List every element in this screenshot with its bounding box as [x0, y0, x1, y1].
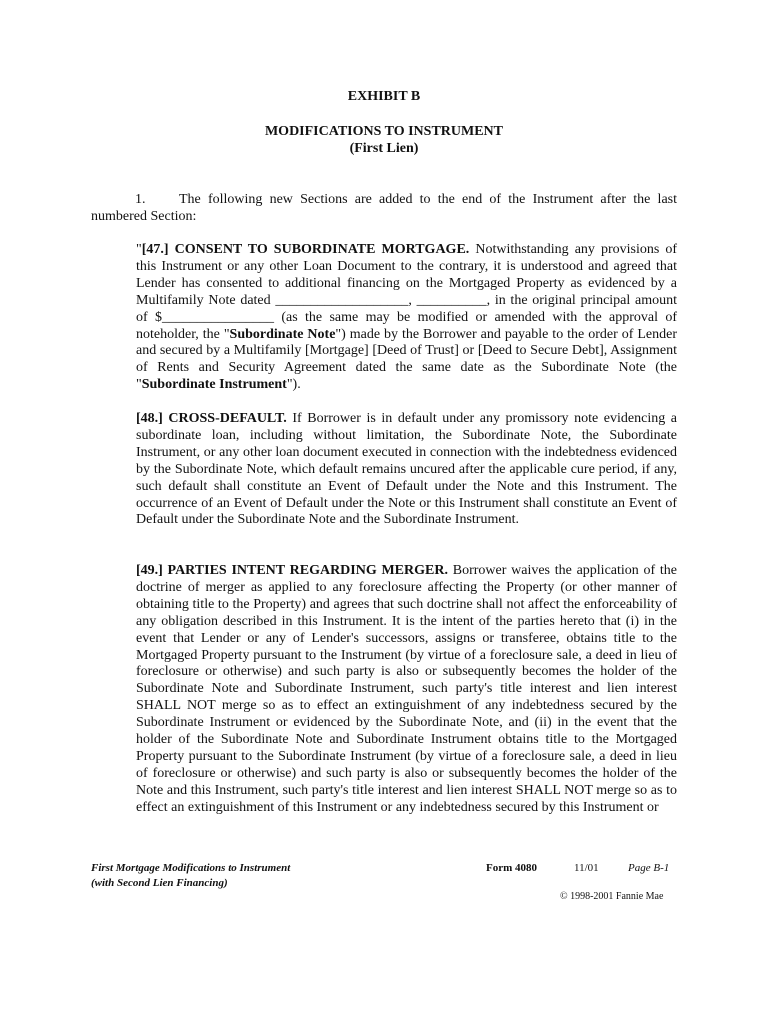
section-47-term-subordinate-instrument: Subordinate Instrument	[141, 377, 287, 393]
intro-text: The following new Sections are added to the end of the Instrument after the last numbered Section:	[91, 192, 677, 224]
intro-number: 1.	[135, 192, 146, 207]
footer-date: 11/01	[574, 862, 599, 874]
exhibit-title: EXHIBIT B	[347, 89, 421, 104]
section-47-text-a: Notwithstanding any provisions of this Instrument or any other Loan Document to the contrary, it is understood and agreed that Lender has consented to additional financing on the Mortgaged Property as evidenced by a Multifamily Note dated ___________________, __________, in the original principal amount of $________________ (as the same may be modified or amended with the approval of noteholder, the "	[136, 242, 678, 342]
section-47-label: [47.] CONSENT TO SUBORDINATE MORTGAGE.	[141, 242, 470, 257]
section-47-term-subordinate-note: Subordinate Note	[229, 326, 336, 342]
footer-doc-title-line1: First Mortgage Modifications to Instrument	[91, 862, 291, 874]
intro-paragraph	[91, 192, 677, 226]
section-47	[136, 242, 677, 394]
section-48-label: [48.] CROSS-DEFAULT.	[136, 411, 287, 426]
section-49	[136, 563, 677, 817]
footer-copyright: © 1998-2001 Fannie Mae	[560, 891, 664, 902]
footer-doc-title-line2: (with Second Lien Financing)	[91, 877, 228, 889]
footer-page-number: Page B-1	[628, 862, 670, 874]
section-48	[136, 411, 677, 529]
section-47-text-b: ") made by the Borrower and payable to the order of Lender and secured by a Multifamily [Mortgage] [Deed of Trust] or [Deed to Secure Debt], Assignment of Rents and Security Agreement dated the same date as the Subordinate Note (the "	[136, 326, 677, 393]
section-49-text: Borrower waives the application of the doctrine of merger as applied to any foreclosure affecting the Property (or other manner of obtaining title to the Property) and agrees that such doctrine shall not affect the enforceability of any obligation described in this Instrument. It is the intent of the parties hereto that (i) in the event that Lender or any of Lender's successors, assigns or transferee, obtains title to the Mortgaged Property pursuant to the Instrument (by virtue of a foreclosure sale, a deed in lieu of foreclosure or otherwise) and such party is also or subsequently becomes the holder of the Subordinate Note and Subordinate Instrument, such party's title interest and lien interest SHALL NOT merge so as to effect an extinguishment of any indebtedness secured by the Subordinate Instrument or evidenced by the Subordinate Note, and (ii) in the event that the holder of the Subordinate Note and Subordinate Instrument obtains title to the Mortgaged Property pursuant to the Subordinate Instrument (by virtue of a foreclosure sale, a deed in lieu of foreclosure or otherwise) and such party is also or subsequently becomes the holder of the Note and this Instrument, such party's title interest and lien interest SHALL NOT merge so as to effect an extinguishment of this Instrument or any indebtedness secured by this Instrument or	[136, 563, 678, 815]
section-49-label: [49.] PARTIES INTENT REGARDING MERGER.	[136, 563, 448, 578]
section-47-open-quote: "	[136, 242, 142, 257]
document-heading: MODIFICATIONS TO INSTRUMENT	[264, 124, 504, 139]
footer-form-number: Form 4080	[486, 862, 538, 874]
document-subheading: (First Lien)	[349, 141, 419, 156]
section-47-text-c: ").	[286, 377, 301, 393]
section-48-text: If Borrower is in default under any promissory note evidencing a subordinate loan, including without limitation, the Subordinate Note, the Subordinate Instrument, or any other loan document executed in connection with the indebtedness evidenced by the Subordinate Note, which default remains uncured after the applicable cure period, if any, such default shall constitute an Event of Default under the Note and this Instrument. The occurrence of an Event of Default under the Note or this Instrument shall constitute an Event of Default under the Subordinate Note and the Subordinate Instrument.	[136, 411, 677, 528]
